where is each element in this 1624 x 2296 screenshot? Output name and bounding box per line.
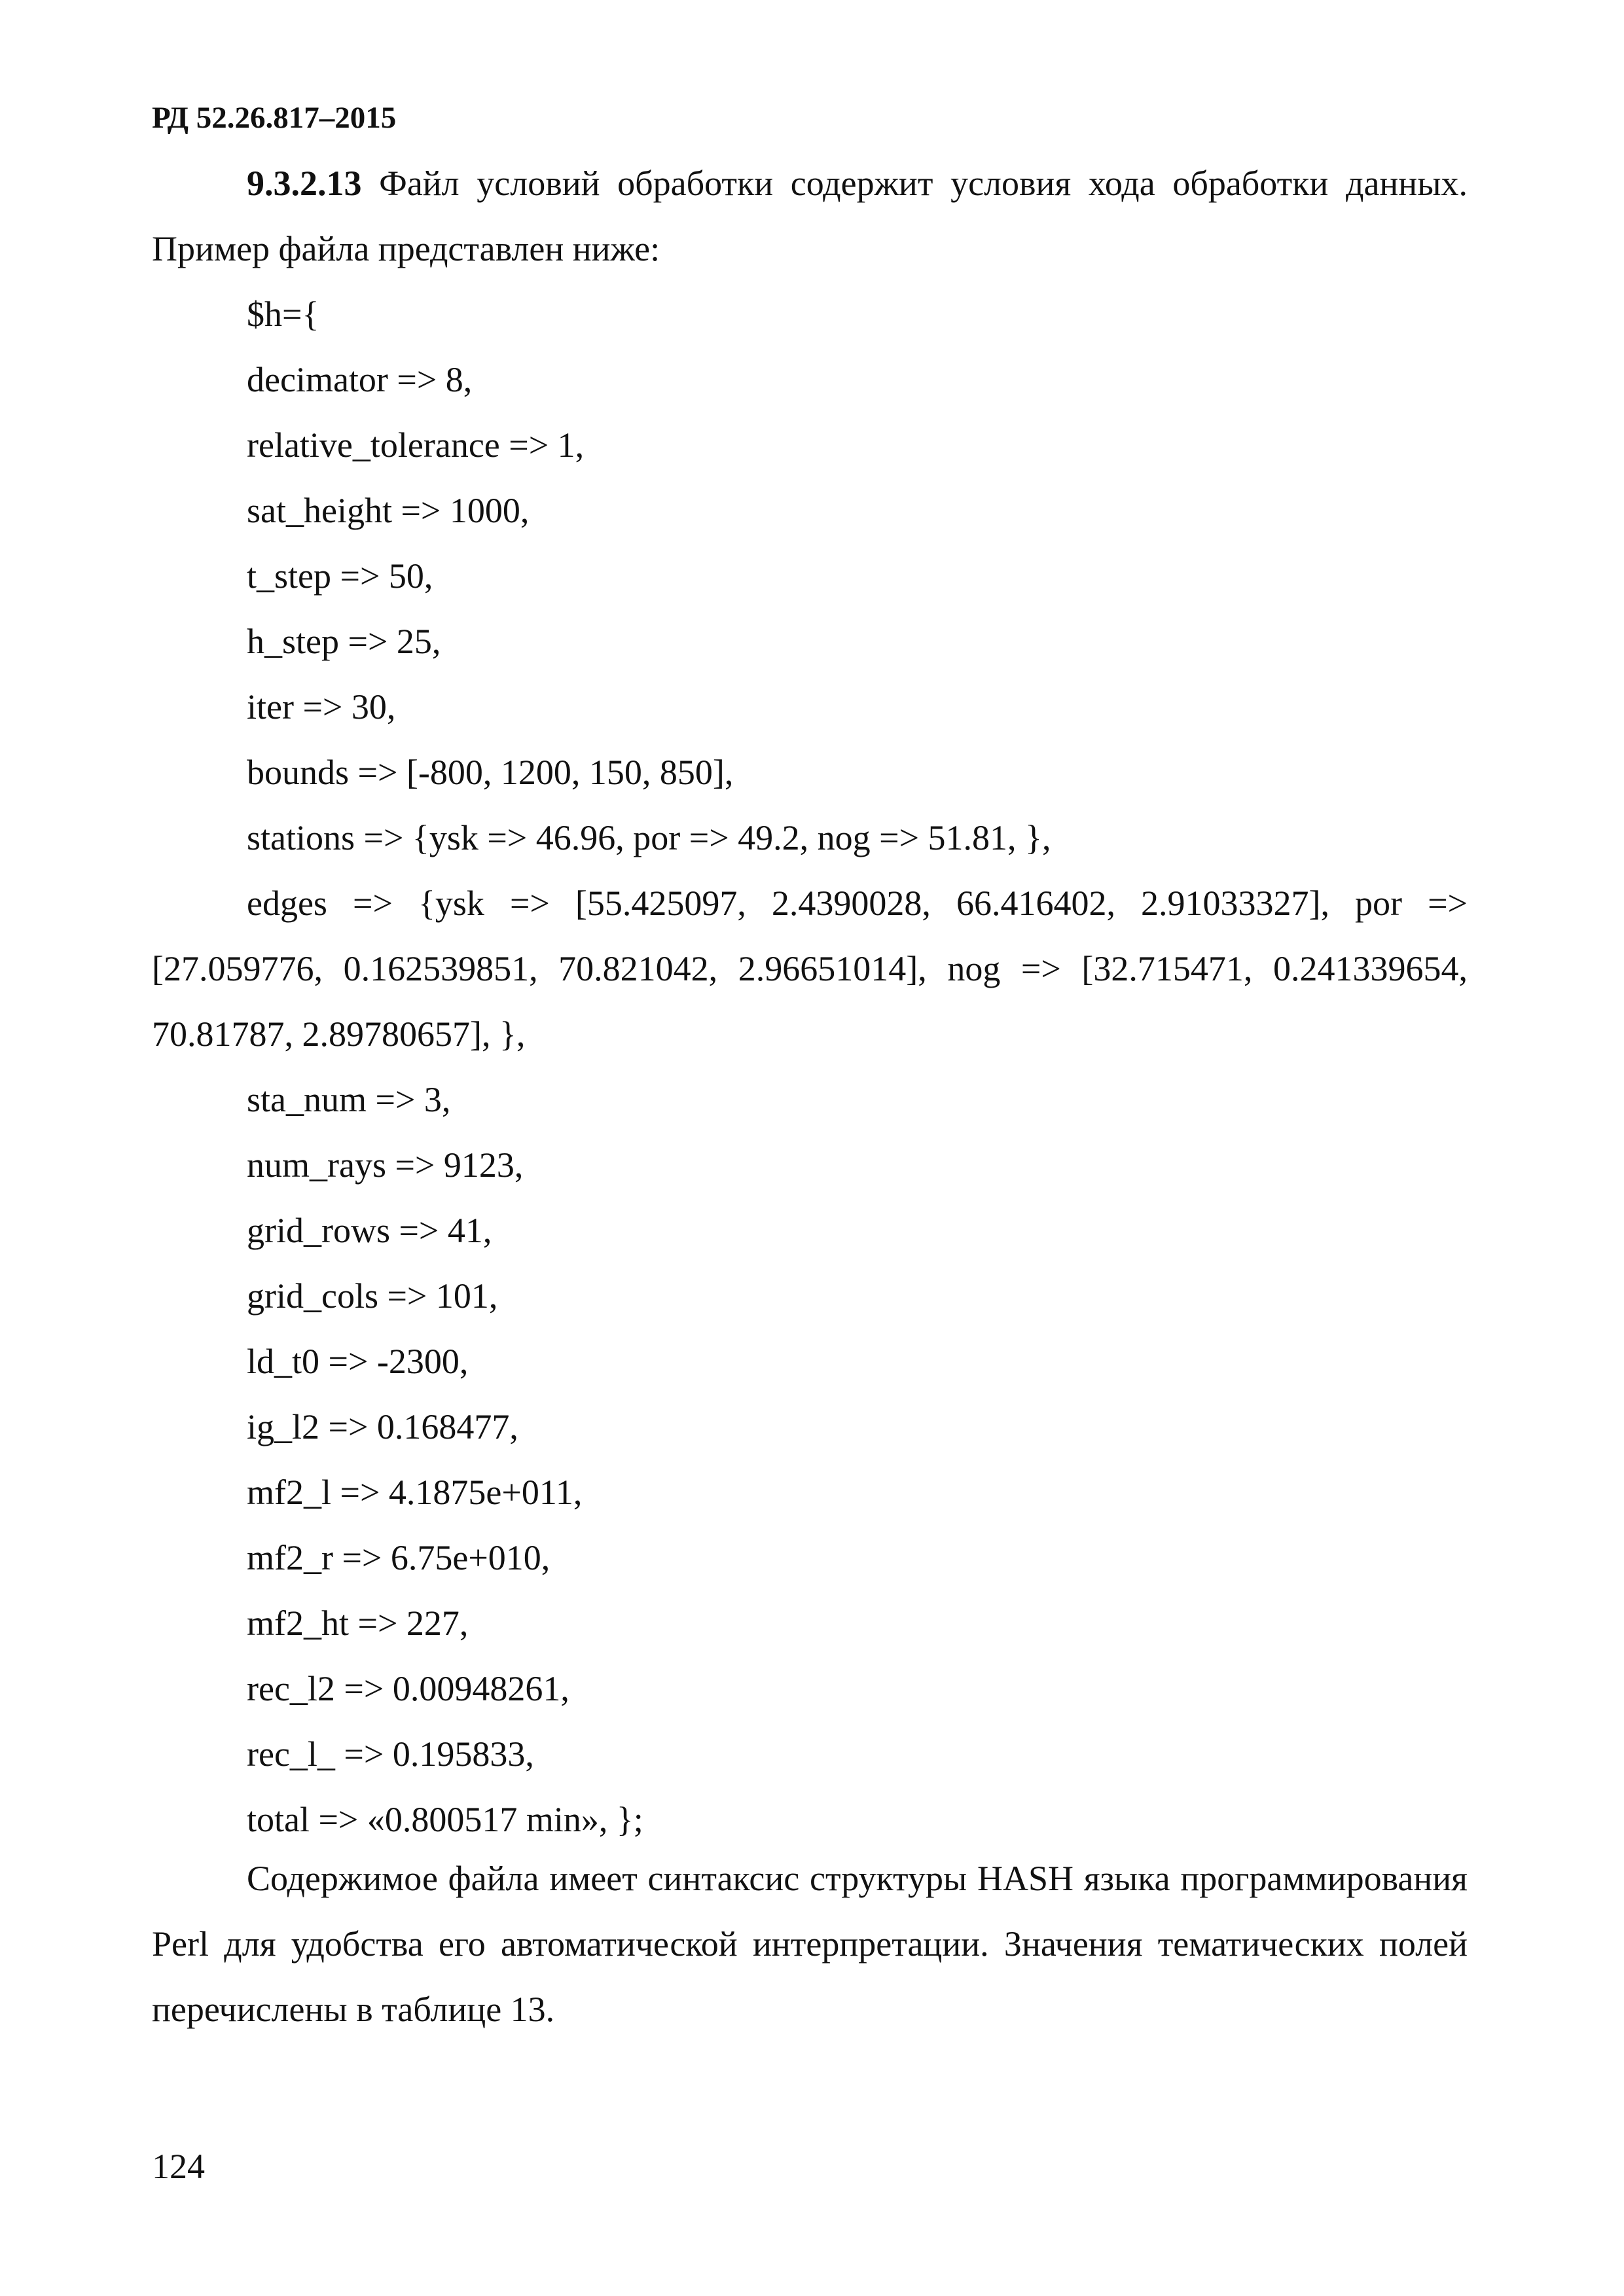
section-number: 9.3.2.13 <box>247 164 362 203</box>
intro-paragraph <box>152 151 1468 281</box>
code-line: mf2_l => 4.1875e+011, <box>247 1473 583 1512</box>
code-line: grid_cols => 101, <box>247 1276 498 1316</box>
code-line: bounds => [-800, 1200, 150, 850], <box>247 753 734 792</box>
code-line: t_step => 50, <box>247 556 433 596</box>
document-code-header: РД 52.26.817–2015 <box>152 101 397 135</box>
code-line: mf2_r => 6.75e+010, <box>247 1538 550 1577</box>
code-line: ig_l2 => 0.168477, <box>247 1407 518 1446</box>
page-number: 124 <box>152 2147 205 2186</box>
code-line: sta_num => 3, <box>247 1080 451 1119</box>
code-line: h_step => 25, <box>247 622 441 661</box>
code-line: decimator => 8, <box>247 360 473 399</box>
code-line: rec_l_ => 0.195833, <box>247 1734 534 1774</box>
code-line: stations => {ysk => 46.96, por => 49.2, nog => 51.81, }, <box>247 818 1051 857</box>
code-line: rec_l2 => 0.00948261, <box>247 1669 569 1708</box>
code-line: relative_tolerance => 1, <box>247 425 585 465</box>
code-line: num_rays => 9123, <box>247 1145 524 1185</box>
outro-text: Содержимое файла имеет синтаксис структуры HASH языка программирования Perl для удобства его автоматической интерпретации. Значения тематических полей перечислены в таблице 13. <box>152 1859 1468 2029</box>
outro-paragraph <box>152 1846 1468 2042</box>
code-line: mf2_ht => 227, <box>247 1604 469 1643</box>
code-line: grid_rows => 41, <box>247 1211 492 1250</box>
code-line: sat_height => 1000, <box>247 491 530 530</box>
code-example <box>152 281 1468 1852</box>
intro-text: Файл условий обработки содержит условия хода обработки данных. Пример файла представлен ниже: <box>152 164 1468 268</box>
code-line: total => «0.800517 min», }; <box>247 1800 643 1839</box>
code-edges-line: edges => {ysk => [55.425097, 2.4390028, 66.416402, 2.91033327], por => [27.059776, 0.162539851, 70.821042, 2.96651014], nog => [32.715471, 0.241339654, 70.81787, 2.89780657], }, <box>152 884 1468 1054</box>
code-line: $h={ <box>247 295 319 334</box>
code-line: ld_t0 => -2300, <box>247 1342 469 1381</box>
code-line: iter => 30, <box>247 687 396 726</box>
